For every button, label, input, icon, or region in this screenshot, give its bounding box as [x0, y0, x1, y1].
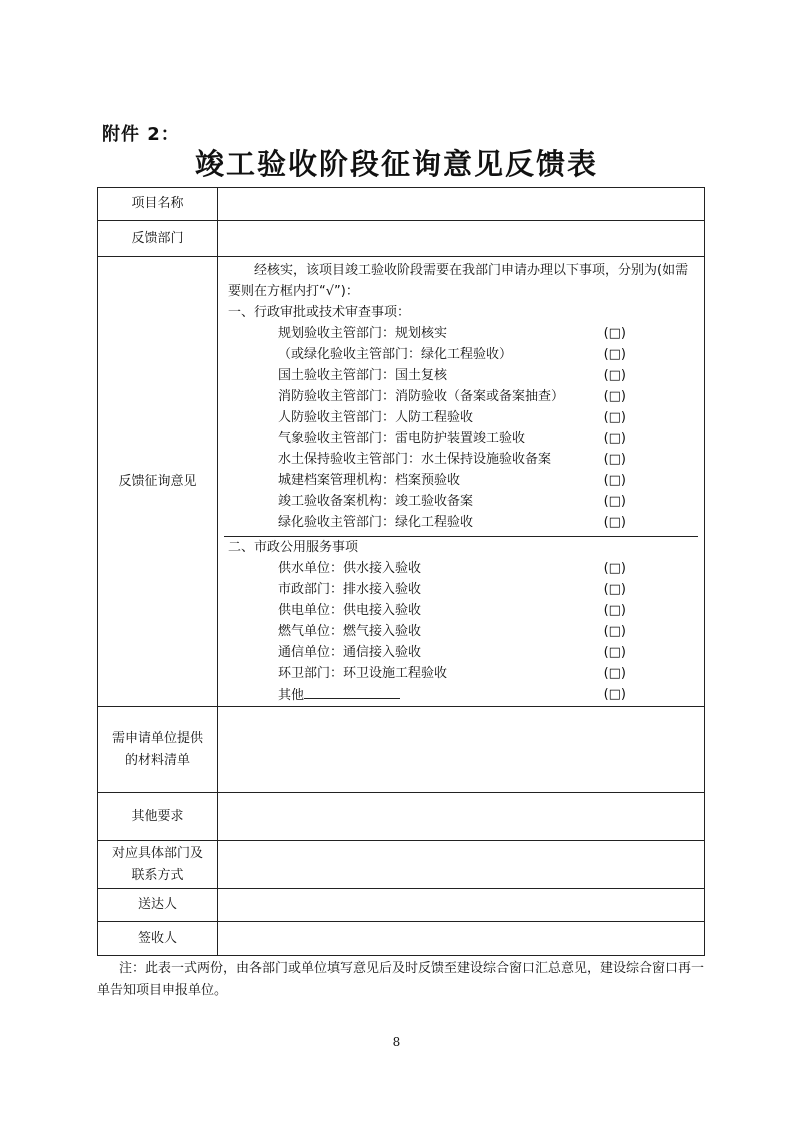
checklist-checkbox[interactable]: (□) [603, 666, 626, 681]
attachment-label: 附件 2： [102, 124, 180, 145]
checklist-checkbox[interactable]: (□) [603, 389, 626, 404]
checklist-item-text: 市政部门：排水接入验收 [278, 582, 422, 597]
materials-label [98, 707, 218, 793]
checklist-checkbox[interactable]: (□) [603, 452, 626, 467]
checklist-checkbox[interactable]: (□) [603, 515, 626, 530]
checklist-checkbox[interactable]: (□) [603, 410, 626, 425]
checklist-item-text: 环卫部门：环卫设施工程验收 [278, 666, 448, 681]
receiver-label: 签收人 [98, 922, 218, 956]
checklist-checkbox[interactable]: (□) [603, 368, 626, 383]
section1-title: 一、行政审批或技术审查事项： [228, 305, 411, 320]
checklist-checkbox[interactable]: (□) [603, 347, 626, 362]
row-feedback-opinion [98, 257, 705, 707]
row-contact [98, 841, 705, 889]
checklist-item [218, 491, 704, 512]
checklist-item-text: 人防验收主管部门：人防工程验收 [278, 410, 474, 425]
checklist-item-text: 水土保持验收主管部门：水土保持设施验收备案 [278, 452, 552, 467]
row-sender [98, 889, 705, 922]
receiver-field[interactable] [218, 922, 705, 956]
checklist-item [218, 323, 704, 344]
checklist-item [218, 470, 704, 491]
feedback-opinion-cell [218, 257, 705, 707]
checklist-item-text: 供电单位：供电接入验收 [278, 603, 422, 618]
materials-field[interactable] [218, 707, 705, 793]
checklist-item [218, 386, 704, 407]
other-item [218, 684, 704, 705]
project-name-label: 项目名称 [98, 188, 218, 221]
contact-label-line1: 对应具体部门及 [111, 845, 203, 861]
page-number: 8 [392, 1035, 401, 1049]
sender-label: 送达人 [98, 889, 218, 922]
materials-label-line2: 的材料清单 [124, 752, 190, 768]
checklist-item-text: 气象验收主管部门：雷电防护装置竣工验收 [278, 431, 526, 446]
checklist-item-text: （或绿化验收主管部门：绿化工程验收） [278, 347, 513, 362]
checklist-item [218, 449, 704, 470]
checklist-item [218, 407, 704, 428]
section2-list [218, 558, 704, 684]
checklist-checkbox[interactable]: (□) [603, 582, 626, 597]
opinion-intro: 经核实，该项目竣工验收阶段需要在我部门申请办理以下事项，分别为(如需要则在方框内打“√”)： [228, 263, 689, 299]
feedback-opinion-label: 反馈征询意见 [98, 257, 218, 707]
other-blank-line[interactable] [304, 684, 400, 699]
checklist-item [218, 600, 704, 621]
checklist-item [218, 663, 704, 684]
checklist-item [218, 365, 704, 386]
checklist-item [218, 621, 704, 642]
contact-label-line2: 联系方式 [131, 867, 184, 883]
row-materials [98, 707, 705, 793]
checklist-checkbox[interactable]: (□) [603, 494, 626, 509]
section2-title: 二、市政公用服务事项 [228, 540, 359, 555]
contact-label [98, 841, 218, 889]
other-label: 其他 [278, 688, 305, 703]
checklist-checkbox[interactable]: (□) [603, 326, 626, 341]
sender-field[interactable] [218, 889, 705, 922]
checklist-checkbox[interactable]: (□) [603, 561, 626, 576]
contact-field[interactable] [218, 841, 705, 889]
other-requirements-field[interactable] [218, 793, 705, 841]
form-title: 竣工验收阶段征询意见反馈表 [194, 147, 598, 181]
checklist-item [218, 512, 704, 533]
checklist-item-text: 绿化验收主管部门：绿化工程验收 [278, 515, 474, 530]
checklist-item [218, 344, 704, 365]
checklist-item [218, 428, 704, 449]
checklist-checkbox[interactable]: (□) [603, 603, 626, 618]
checklist-checkbox[interactable]: (□) [603, 624, 626, 639]
feedback-dept-field[interactable] [218, 221, 705, 257]
checklist-item [218, 558, 704, 579]
checklist-item-text: 竣工验收备案机构：竣工验收备案 [278, 494, 474, 509]
checklist-item-text: 消防验收主管部门：消防验收（备案或备案抽查） [278, 389, 565, 404]
feedback-form-table [97, 187, 705, 956]
feedback-dept-label: 反馈部门 [98, 221, 218, 257]
row-receiver [98, 922, 705, 956]
checklist-item-text: 通信单位：通信接入验收 [278, 645, 422, 660]
checklist-item-text: 供水单位：供水接入验收 [278, 561, 422, 576]
row-other-requirements [98, 793, 705, 841]
checklist-item [218, 579, 704, 600]
row-project-name [98, 188, 705, 221]
checklist-item-text: 燃气单位：燃气接入验收 [278, 624, 422, 639]
checklist-item-text: 国土验收主管部门：国土复核 [278, 368, 448, 383]
checklist-item-text: 城建档案管理机构：档案预验收 [278, 473, 461, 488]
project-name-field[interactable] [218, 188, 705, 221]
row-feedback-dept [98, 221, 705, 257]
other-checkbox[interactable]: (□) [603, 687, 626, 702]
checklist-checkbox[interactable]: (□) [603, 473, 626, 488]
checklist-checkbox[interactable]: (□) [603, 431, 626, 446]
checklist-checkbox[interactable]: (□) [603, 645, 626, 660]
footnote: 注：此表一式两份，由各部门或单位填写意见后及时反馈至建设综合窗口汇总意见，建设综合窗口再一单告知项目申报单位。 [97, 961, 705, 998]
other-requirements-label: 其他要求 [98, 793, 218, 841]
checklist-item [218, 642, 704, 663]
materials-label-line1: 需申请单位提供 [111, 730, 203, 746]
checklist-item-text: 规划验收主管部门：规划核实 [278, 326, 448, 341]
section1-list [218, 323, 704, 533]
